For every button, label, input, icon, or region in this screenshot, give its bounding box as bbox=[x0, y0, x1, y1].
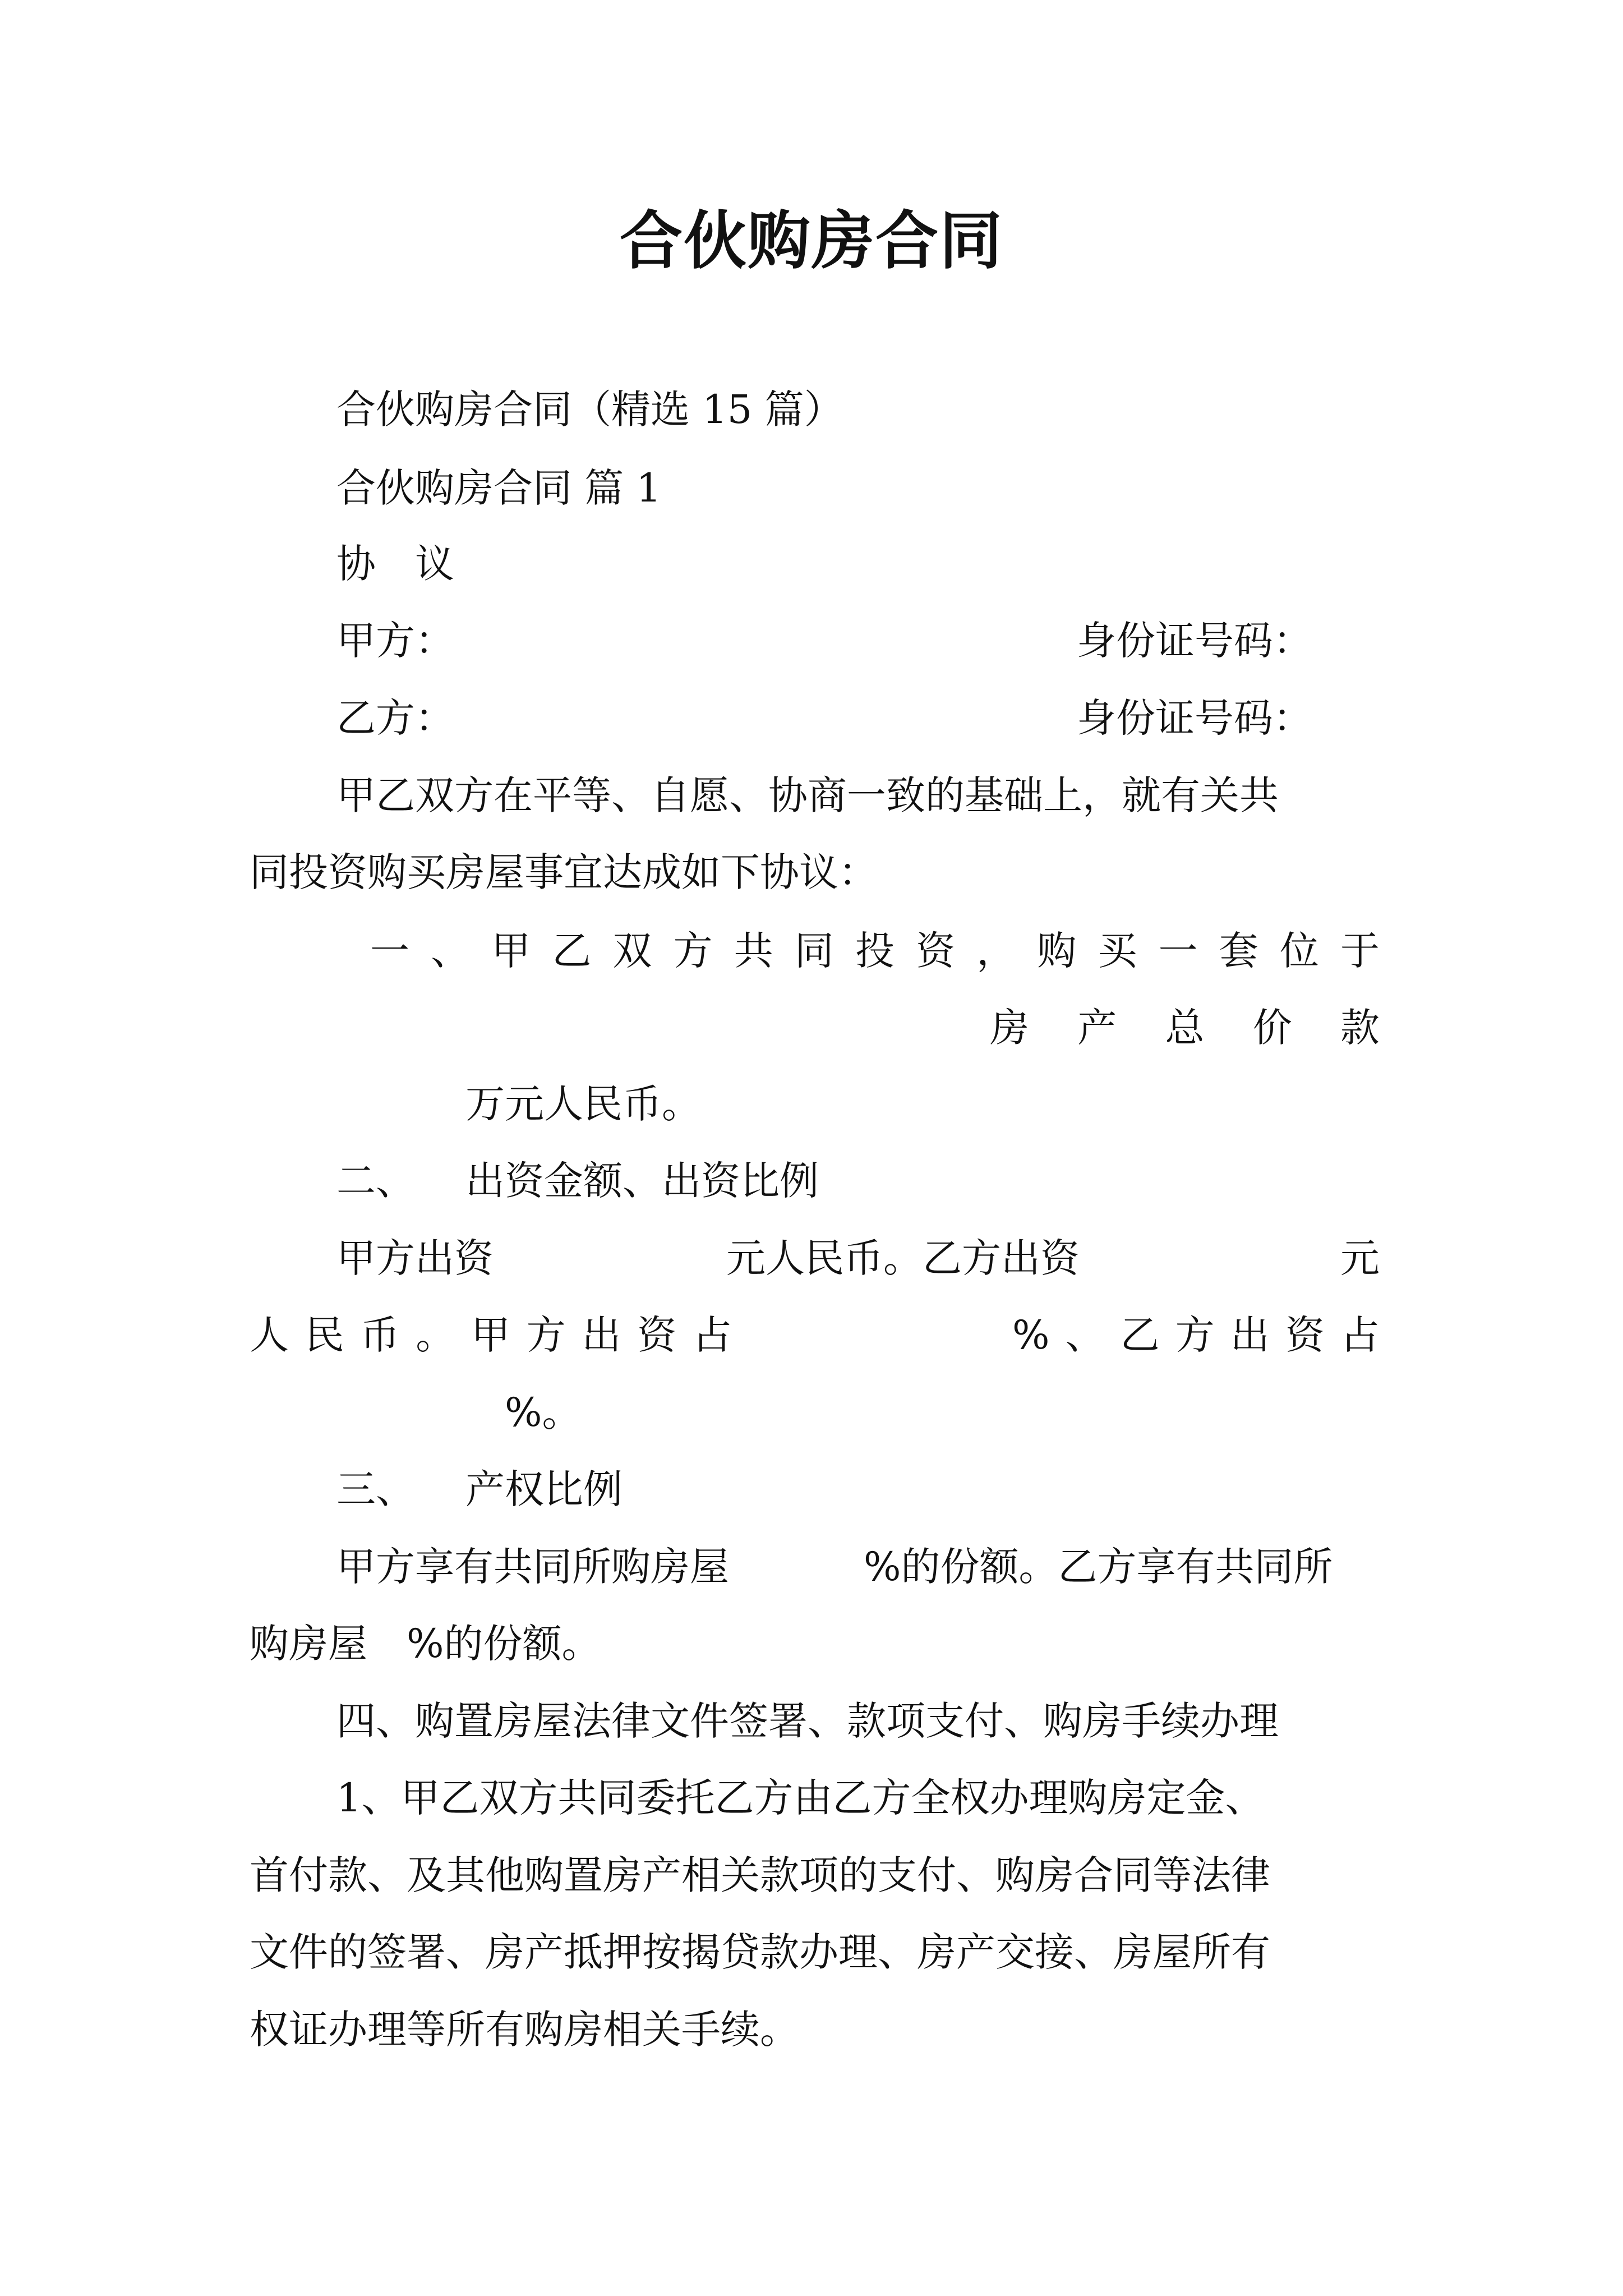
clause-3-line-1-right: %的份额。乙方享有共同所 bbox=[864, 1544, 1333, 1590]
char: 甲 bbox=[491, 928, 531, 974]
clause-3-heading-text: 产权比例 bbox=[465, 1466, 623, 1512]
party-b-id-label: 身份证号码： bbox=[1077, 695, 1312, 741]
char: 于 bbox=[1340, 928, 1380, 974]
char: 乙 bbox=[552, 928, 592, 974]
char: % bbox=[1012, 1312, 1050, 1358]
char: 方 bbox=[673, 928, 713, 974]
clause-2-line-2-right bbox=[1012, 1307, 1380, 1363]
party-a-id-label: 身份证号码： bbox=[1077, 618, 1312, 664]
clause-1-line-3: 万元人民币。 bbox=[465, 1081, 701, 1127]
char: 占 bbox=[693, 1312, 732, 1358]
clause-2-heading-text: 出资金额、出资比例 bbox=[465, 1158, 819, 1204]
char: 方 bbox=[526, 1312, 566, 1358]
party-b-label: 乙方： bbox=[336, 695, 454, 741]
intro-line-1: 甲乙双方在平等、自愿、协商一致的基础上，就有关共 bbox=[336, 772, 1279, 818]
clause-4-heading: 四、购置房屋法律文件签署、款项支付、购房手续办理 bbox=[336, 1698, 1279, 1744]
char: 共 bbox=[734, 928, 773, 974]
char: 币 bbox=[360, 1312, 400, 1358]
section-title: 合伙购房合同 篇 1 bbox=[336, 465, 662, 511]
clause-4-item-1-line-4: 权证办理等所有购房相关手续。 bbox=[250, 2007, 799, 2053]
clause-2-line-2-left bbox=[250, 1307, 732, 1363]
agreement-label: 协 议 bbox=[336, 541, 454, 587]
char: 双 bbox=[612, 928, 652, 974]
char: 出 bbox=[582, 1312, 621, 1358]
char: 投 bbox=[855, 928, 895, 974]
intro-line-2: 同投资购买房屋事宜达成如下协议： bbox=[250, 849, 878, 895]
char: 价 bbox=[1252, 1005, 1292, 1051]
clause-2-line-1-right: 元 bbox=[1340, 1235, 1380, 1281]
char: 民 bbox=[305, 1312, 344, 1358]
char: 房 bbox=[990, 1005, 1029, 1051]
char: ， bbox=[976, 928, 1016, 974]
clause-2-heading-num: 二、 bbox=[336, 1158, 415, 1204]
char: 占 bbox=[1340, 1312, 1380, 1358]
clause-2-line-1-mid: 元人民币。乙方出资 bbox=[726, 1235, 1080, 1281]
clause-2-line-1-left: 甲方出资 bbox=[336, 1235, 494, 1281]
char: 总 bbox=[1165, 1005, 1205, 1051]
char: 位 bbox=[1279, 928, 1319, 974]
clause-2-line-3: %。 bbox=[505, 1389, 582, 1435]
char: 人 bbox=[250, 1312, 289, 1358]
char: 乙 bbox=[1120, 1312, 1160, 1358]
clause-1-line-2 bbox=[990, 1000, 1380, 1056]
party-a-label: 甲方： bbox=[336, 618, 454, 664]
char: 一 bbox=[1158, 928, 1198, 974]
char: 同 bbox=[794, 928, 834, 974]
char: 方 bbox=[1175, 1312, 1215, 1358]
char: 甲 bbox=[471, 1312, 510, 1358]
clause-3-heading-num: 三、 bbox=[336, 1466, 415, 1512]
char: 。 bbox=[416, 1312, 455, 1358]
document-title: 合伙购房合同 bbox=[620, 204, 1003, 278]
char: 、 bbox=[431, 928, 471, 974]
clause-4-item-1-line-2: 首付款、及其他购置房产相关款项的支付、购房合同等法律 bbox=[250, 1852, 1270, 1898]
char: 出 bbox=[1230, 1312, 1270, 1358]
clause-3-line-1-left: 甲方享有共同所购房屋 bbox=[336, 1544, 729, 1590]
clause-1-line-1 bbox=[370, 923, 1380, 979]
char: 、 bbox=[1065, 1312, 1105, 1358]
clause-4-item-1-line-3: 文件的签署、房产抵押按揭贷款办理、房产交接、房屋所有 bbox=[250, 1929, 1270, 1975]
char: 资 bbox=[637, 1312, 677, 1358]
char: 产 bbox=[1077, 1005, 1117, 1051]
clause-4-item-1-line-1: 1、甲乙双方共同委托乙方由乙方全权办理购房定金、 bbox=[336, 1775, 1265, 1821]
char: 一 bbox=[370, 928, 409, 974]
document-subtitle: 合伙购房合同（精选 15 篇） bbox=[336, 386, 843, 432]
char: 购 bbox=[1037, 928, 1077, 974]
char: 款 bbox=[1340, 1005, 1380, 1051]
char: 资 bbox=[916, 928, 956, 974]
char: 套 bbox=[1219, 928, 1258, 974]
char: 资 bbox=[1285, 1312, 1325, 1358]
char: 买 bbox=[1098, 928, 1137, 974]
clause-3-line-2: 购房屋 %的份额。 bbox=[250, 1621, 601, 1667]
